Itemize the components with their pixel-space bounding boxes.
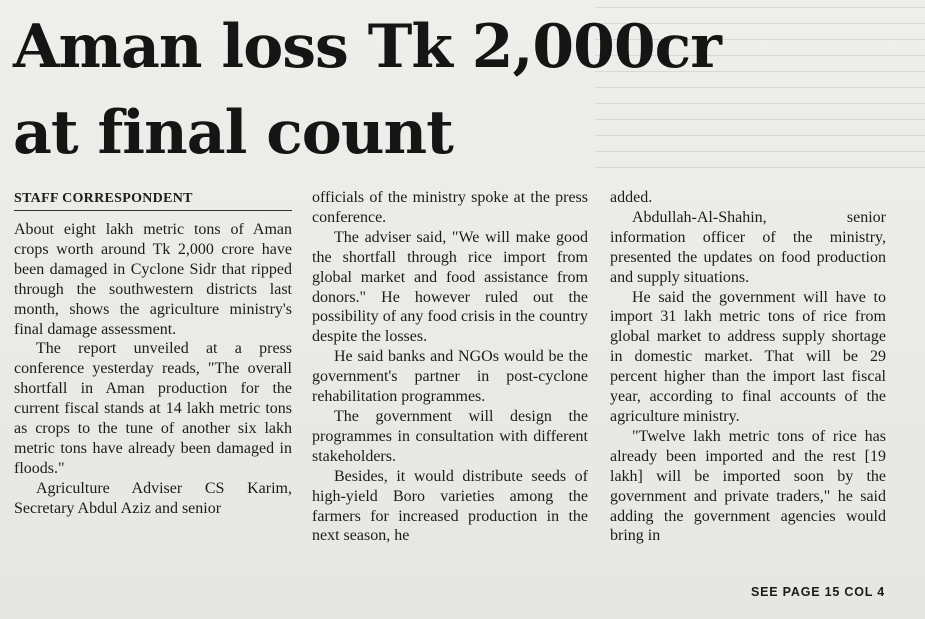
paragraph: The adviser said, "We will make good the shortfall through rice import from global market and food assistance from donors." He however ruled out the possibility of any food crisis in the country despite the losses. bbox=[312, 228, 588, 346]
paragraph: He said banks and NGOs would be the government's partner in post-cyclone rehabilitation programmes. bbox=[312, 348, 588, 406]
article-column-1 bbox=[14, 188, 292, 519]
headline-line-2: at final count bbox=[13, 98, 453, 168]
headline-line-1: Aman loss Tk 2,000cr bbox=[13, 12, 721, 82]
byline: STAFF CORRESPONDENT bbox=[14, 188, 292, 211]
paragraph: Abdullah-Al-Shahin, senior information officer of the ministry, presented the updates on food production and supply situations. bbox=[610, 208, 886, 286]
paragraph: The government will design the programmes in consultation with different stakeholders. bbox=[312, 407, 588, 465]
paragraph: officials of the ministry spoke at the press conference. bbox=[312, 189, 588, 226]
paragraph: added. bbox=[610, 189, 653, 206]
paragraph: About eight lakh metric tons of Aman crops worth around Tk 2,000 crore have been damaged in Cyclone Sidr that ripped through the southwestern districts last month, shows the agriculture ministry's final damage assessment. bbox=[14, 221, 292, 338]
article-column-2 bbox=[312, 188, 588, 546]
headline bbox=[13, 4, 721, 176]
paragraph: Agriculture Adviser CS Karim, Secretary Abdul Aziz and senior bbox=[14, 479, 292, 517]
paragraph: The report unveiled at a press conference yesterday reads, "The overall shortfall in Aman production for the current fiscal stands at 14 lakh metric tons as crops to the tune of another six lakh metric tons have already been damaged in floods." bbox=[14, 340, 292, 477]
paragraph: "Twelve lakh metric tons of rice has already been imported and the rest [19 lakh] will be imported soon by the government and private traders," he said adding the government agencies would bring in bbox=[610, 427, 886, 545]
paragraph: Besides, it would distribute seeds of high-yield Boro varieties among the farmers for increased production in the next season, he bbox=[312, 467, 588, 545]
paragraph: He said the government will have to import 31 lakh metric tons of rice from global market to address supply shortage in domestic market. That will be 29 percent higher than the import last fiscal year, according to final accounts of the agriculture ministry. bbox=[610, 288, 886, 425]
article-column-3 bbox=[610, 188, 886, 546]
continuation-note: SEE PAGE 15 COL 4 bbox=[750, 585, 885, 599]
